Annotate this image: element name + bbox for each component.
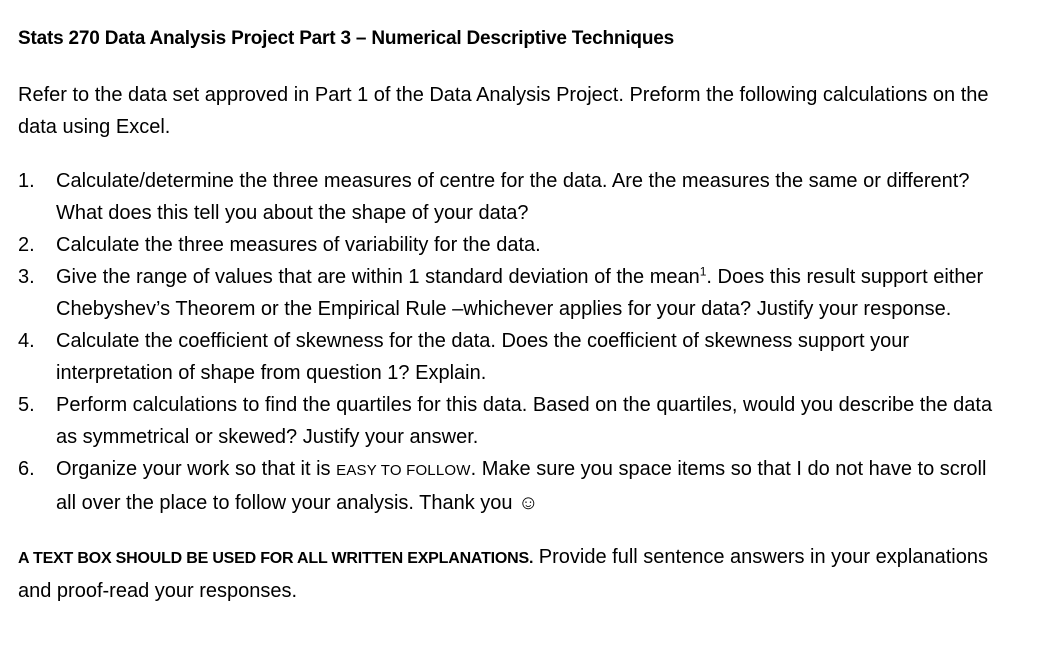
emphasis-text: EASY TO FOLLOW xyxy=(336,462,471,479)
footer-rest-text: Provide full sentence answers in your explanations and proof-read your responses. xyxy=(18,546,988,602)
item-text-after: . Does this result support either Chebyshev’s Theorem or the Empirical Rule –whichever applies for your data? Justify your response. xyxy=(56,266,984,320)
item-text: Calculate the three measures of variability for the data. xyxy=(56,234,541,256)
item-text-after: . Make sure you space items so that I do not have to scroll all over the place to follow your analysis. Thank you ☺ xyxy=(56,458,987,514)
item-text: Calculate/determine the three measures of centre for the data. Are the measures the same or different? What does this tell you about the shape of your data? xyxy=(56,170,970,224)
footer-lead-text: A TEXT BOX SHOULD BE USED FOR ALL WRITTEN EXPLANATIONS. xyxy=(18,550,534,567)
list-item xyxy=(18,229,1010,261)
item-number: 2. xyxy=(18,234,35,256)
document-title: Stats 270 Data Analysis Project Part 3 – Numerical Descriptive Techniques xyxy=(18,28,674,49)
item-text-before: Give the range of values that are within 1 standard deviation of the mean xyxy=(56,266,700,288)
list-item xyxy=(18,165,1010,229)
item-text: Perform calculations to find the quartiles for this data. Based on the quartiles, would you describe the data as symmetrical or skewed? Justify your answer. xyxy=(56,394,993,448)
item-number: 1. xyxy=(18,170,35,192)
footer-paragraph xyxy=(18,541,1010,607)
item-number: 5. xyxy=(18,394,35,416)
list-item xyxy=(18,325,1010,389)
footnote-mark: 1 xyxy=(699,264,707,279)
item-number: 6. xyxy=(18,458,35,480)
item-text: Calculate the coefficient of skewness for the data. Does the coefficient of skewness support your interpretation of shape from question 1? Explain. xyxy=(56,330,910,384)
item-number: 3. xyxy=(18,266,35,288)
list-item xyxy=(18,261,1010,325)
item-text-before: Organize your work so that it is xyxy=(56,458,337,480)
intro-paragraph: Refer to the data set approved in Part 1 of the Data Analysis Project. Preform the following calculations on the data using Excel. xyxy=(18,84,989,138)
instructions-list xyxy=(18,165,1010,519)
list-item xyxy=(18,453,1010,519)
list-item xyxy=(18,389,1010,453)
item-number: 4. xyxy=(18,330,35,352)
